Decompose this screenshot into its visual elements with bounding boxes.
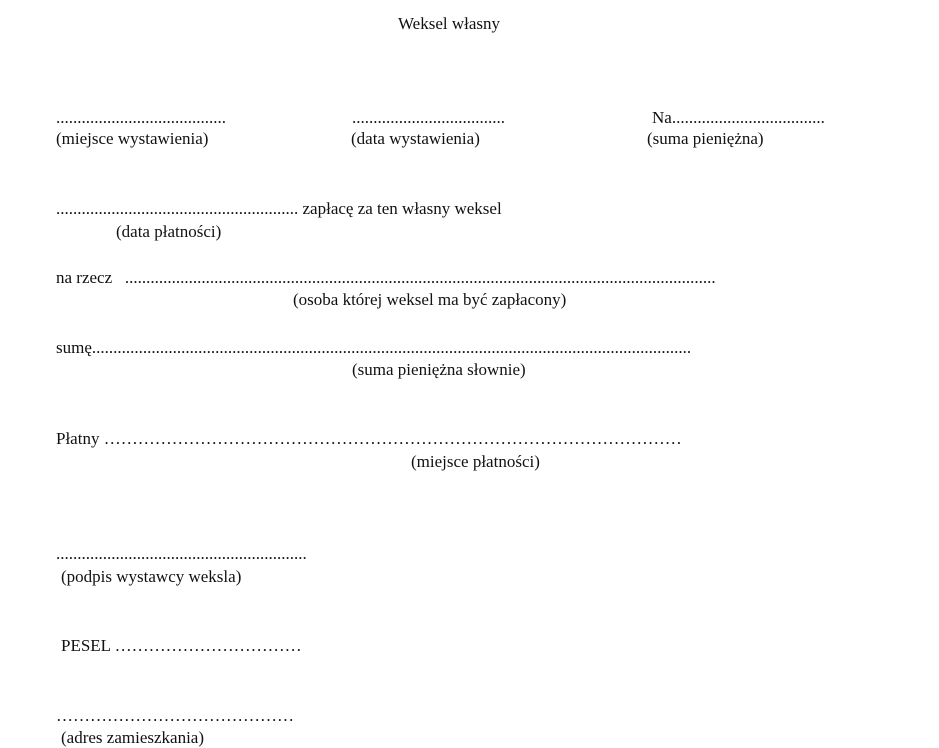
document-title: Weksel własny: [398, 14, 501, 33]
sum-words-label: (suma pieniężna słownie): [352, 360, 526, 379]
issue-place-label: (miejsce wystawienia): [56, 129, 209, 148]
payee-label: (osoba której weksel ma być zapłacony): [293, 290, 567, 309]
issue-date-label: (data wystawienia): [351, 129, 480, 148]
address-line[interactable]: ……………………………………: [56, 706, 294, 725]
sum-words-line[interactable]: sumę.............................................................................................................................................: [56, 338, 692, 357]
pesel-line[interactable]: PESEL ……………………………: [61, 636, 302, 655]
payable-label: (miejsce płatności): [411, 452, 540, 471]
payable-line[interactable]: Płatny …………………………………………………………………………………………: [56, 429, 682, 448]
signature-label: (podpis wystawcy weksla): [61, 567, 242, 586]
payment-date-line[interactable]: ......................................................... zapłacę za ten własny weksel: [56, 199, 502, 218]
amount-field[interactable]: Na....................................: [652, 108, 825, 127]
issue-date-field[interactable]: ....................................: [352, 108, 505, 127]
payment-date-label: (data płatności): [116, 222, 222, 241]
signature-line[interactable]: ...........................................................: [56, 544, 307, 563]
payee-line[interactable]: na rzecz ...........................................................................................................................................: [56, 268, 716, 287]
address-label: (adres zamieszkania): [61, 728, 204, 747]
issue-place-field[interactable]: ........................................: [56, 108, 226, 127]
amount-label: (suma pieniężna): [647, 129, 764, 148]
